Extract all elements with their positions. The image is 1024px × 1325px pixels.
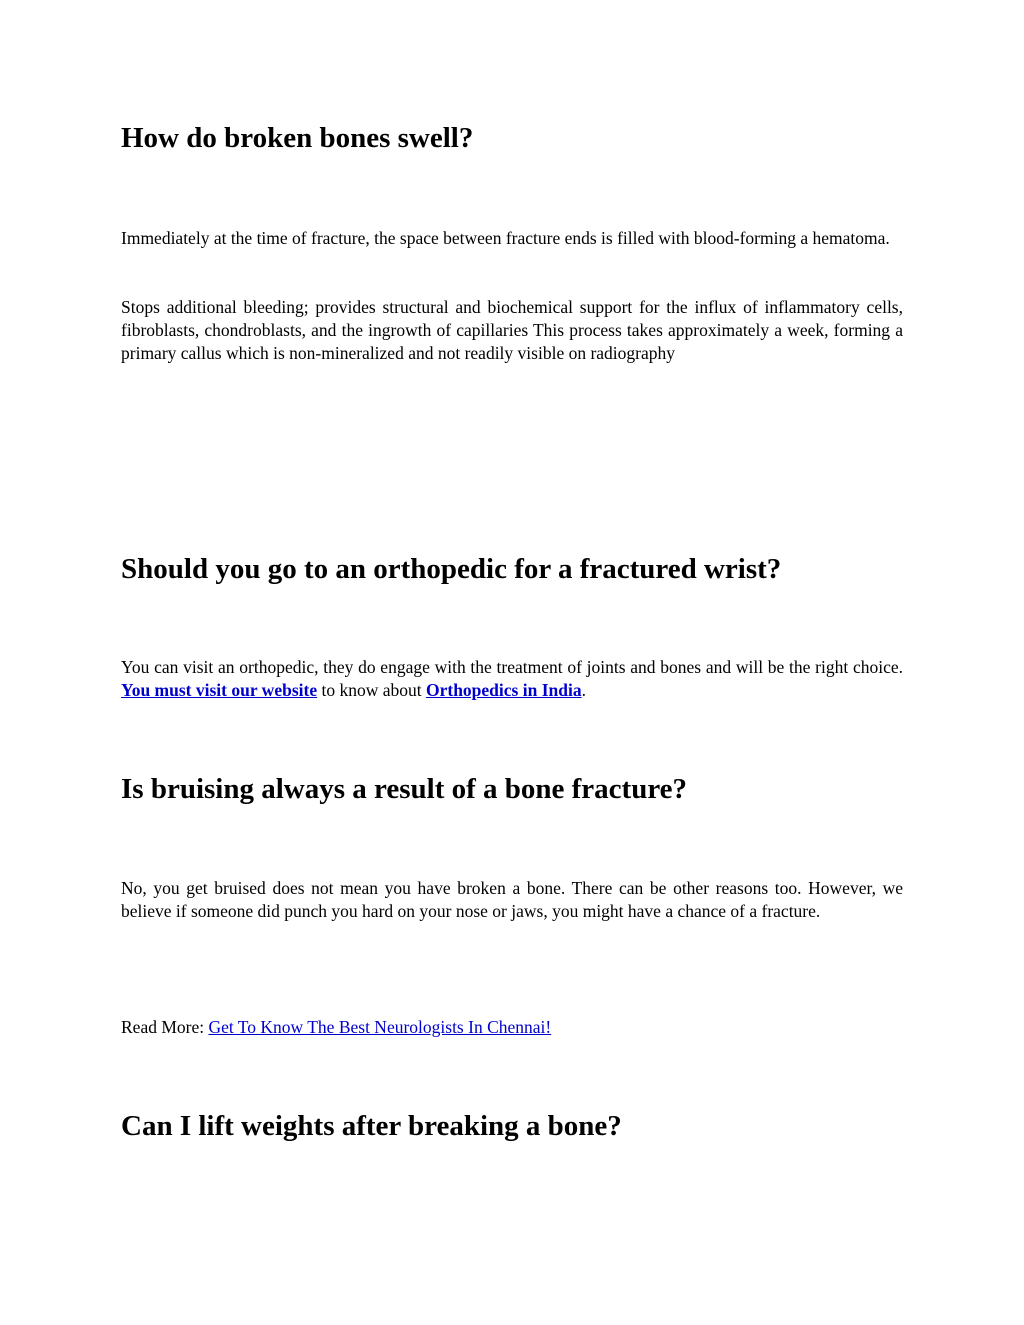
- section-heading-bruising: [121, 772, 903, 806]
- heading-how-do-broken-bones-swell: How do broken bones swell?: [121, 122, 474, 154]
- paragraph-hematoma: Immediately at the time of fracture, the space between fracture ends is filled with blood-forming a hematoma.: [121, 228, 890, 248]
- section-body-bruising: [121, 877, 903, 923]
- section-body-swelling-1: [121, 227, 903, 250]
- orthopedic-text-after: .: [581, 680, 586, 700]
- heading-bruising-bone-fracture: Is bruising always a result of a bone fracture?: [121, 773, 688, 805]
- section-heading-orthopedic: [121, 552, 903, 586]
- heading-orthopedic-fractured-wrist: Should you go to an orthopedic for a fractured wrist?: [121, 553, 782, 585]
- orthopedics-in-india-link[interactable]: Orthopedics in India: [425, 680, 582, 700]
- read-more-paragraph: [121, 1016, 903, 1039]
- orthopedic-text-before: You can visit an orthopedic, they do engage with the treatment of joints and bones and will be the right choice.: [121, 657, 903, 677]
- website-link[interactable]: You must visit our website: [121, 680, 318, 700]
- heading-lift-weights: Can I lift weights after breaking a bone?: [121, 1110, 622, 1142]
- section-heading-lift-weights: [121, 1109, 903, 1143]
- orthopedic-text-middle: to know about: [317, 680, 426, 700]
- section-body-swelling-2: [121, 296, 903, 365]
- paragraph-bruising: No, you get bruised does not mean you have broken a bone. There can be other reasons too. However, we believe if someone did punch you hard on your nose or jaws, you might have a chance of a fracture.: [121, 878, 903, 921]
- read-more-label: Read More:: [121, 1017, 209, 1037]
- paragraph-callus: Stops additional bleeding; provides structural and biochemical support for the influx of inflammatory cells, fibroblasts, chondroblasts, and the ingrowth of capillaries This process takes approximately a week, forming a primary callus which is non-mineralized and not readily visible on radiography: [121, 297, 903, 363]
- paragraph-visit-orthopedic: [121, 656, 903, 702]
- section-body-orthopedic: [121, 656, 903, 702]
- neurologists-chennai-link[interactable]: Get To Know The Best Neurologists In Chennai!: [208, 1017, 552, 1037]
- section-heading-swelling: [121, 121, 903, 155]
- read-more-line: [121, 1016, 903, 1039]
